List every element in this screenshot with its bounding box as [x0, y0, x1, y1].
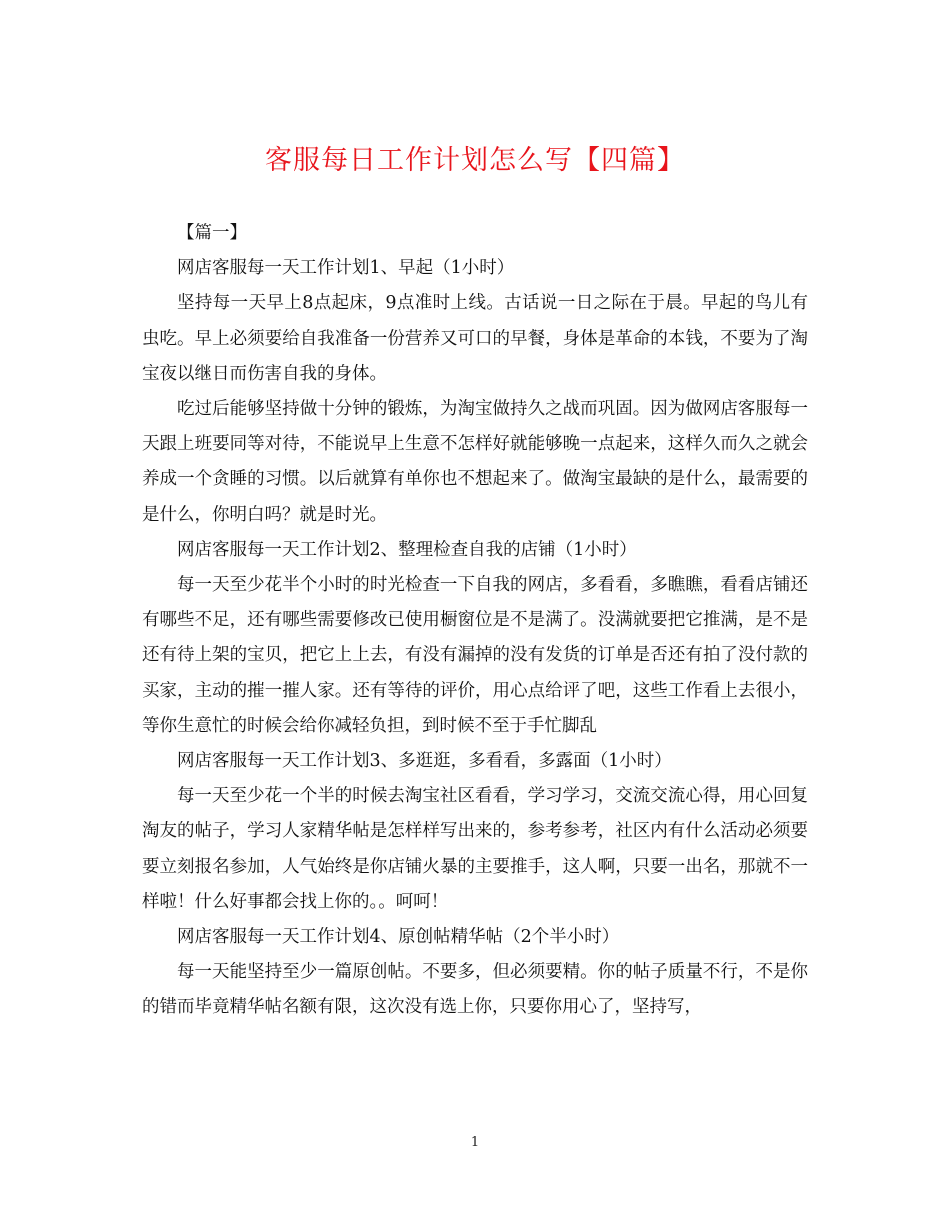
plan-heading-4: 网店客服每一天工作计划4、原创帖精华帖（2个半小时） — [177, 927, 620, 948]
paragraph: 每一天至少花一个半的时候去淘宝社区看看，学习学习，交流交流心得，用心回复淘友的帖子，学习人家精华帖是怎样样写出来的，参考参考，社区内有什么活动必须要要立刻报名参加，人气始终是你店铺火暴的主要推手，这人啊，只要一出名，那就不一样啦！什么好事都会找上你的。。呵呵！ — [142, 786, 808, 912]
paragraph: 吃过后能够坚持做十分钟的锻炼，为淘宝做持久之战而巩固。因为做网店客服每一天跟上班要同等对待，不能说早上生意不怎样好就能够晚一点起来，这样久而久之就会养成一个贪睡的习惯。以后就算有单你也不想起来了。做淘宝最缺的是什么，最需要的是什么，你明白吗？就是时光。 — [142, 399, 808, 525]
page-number: 1 — [470, 1135, 480, 1150]
paragraph: 每一天至少花半个小时的时光检查一下自我的网店，多看看，多瞧瞧，看看店铺还有哪些不足，还有哪些需要修改已使用橱窗位是不是满了。没满就要把它推满，是不是还有待上架的宝贝，把它上上去，有没有漏掉的没有发货的订单是否还有拍了没付款的买家，主动的摧一摧人家。还有等待的评价，用心点给评了吧，这些工作看上去很小，等你生意忙的时候会给你减轻负担，到时候不至于手忙脚乱 — [142, 575, 808, 736]
section-heading: 【篇一】 — [177, 223, 247, 243]
plan-heading-3: 网店客服每一天工作计划3、多逛逛，多看看，多露面（1小时） — [177, 751, 672, 772]
plan-heading-1: 网店客服每一天工作计划1、早起（1小时） — [177, 258, 515, 279]
plan-heading-2: 网店客服每一天工作计划2、整理检查自我的店铺（1小时） — [177, 539, 637, 560]
paragraph: 每一天能坚持至少一篇原创帖。不要多，但必须要精。你的帖子质量不行，不是你的错而毕竟精华帖名额有限，这次没有选上你，只要你用心了，坚持写， — [142, 962, 808, 1018]
paragraph: 坚持每一天早上8点起床，9点准时上线。古话说一日之际在于晨。早起的鸟儿有虫吃。早上必须要给自我准备一份营养又可口的早餐，身体是革命的本钱，不要为了淘宝夜以继日而伤害自我的身体。 — [142, 293, 808, 384]
document-body — [142, 216, 808, 1026]
document-title: 客服每日工作计划怎么写【四篇】 — [265, 145, 685, 176]
